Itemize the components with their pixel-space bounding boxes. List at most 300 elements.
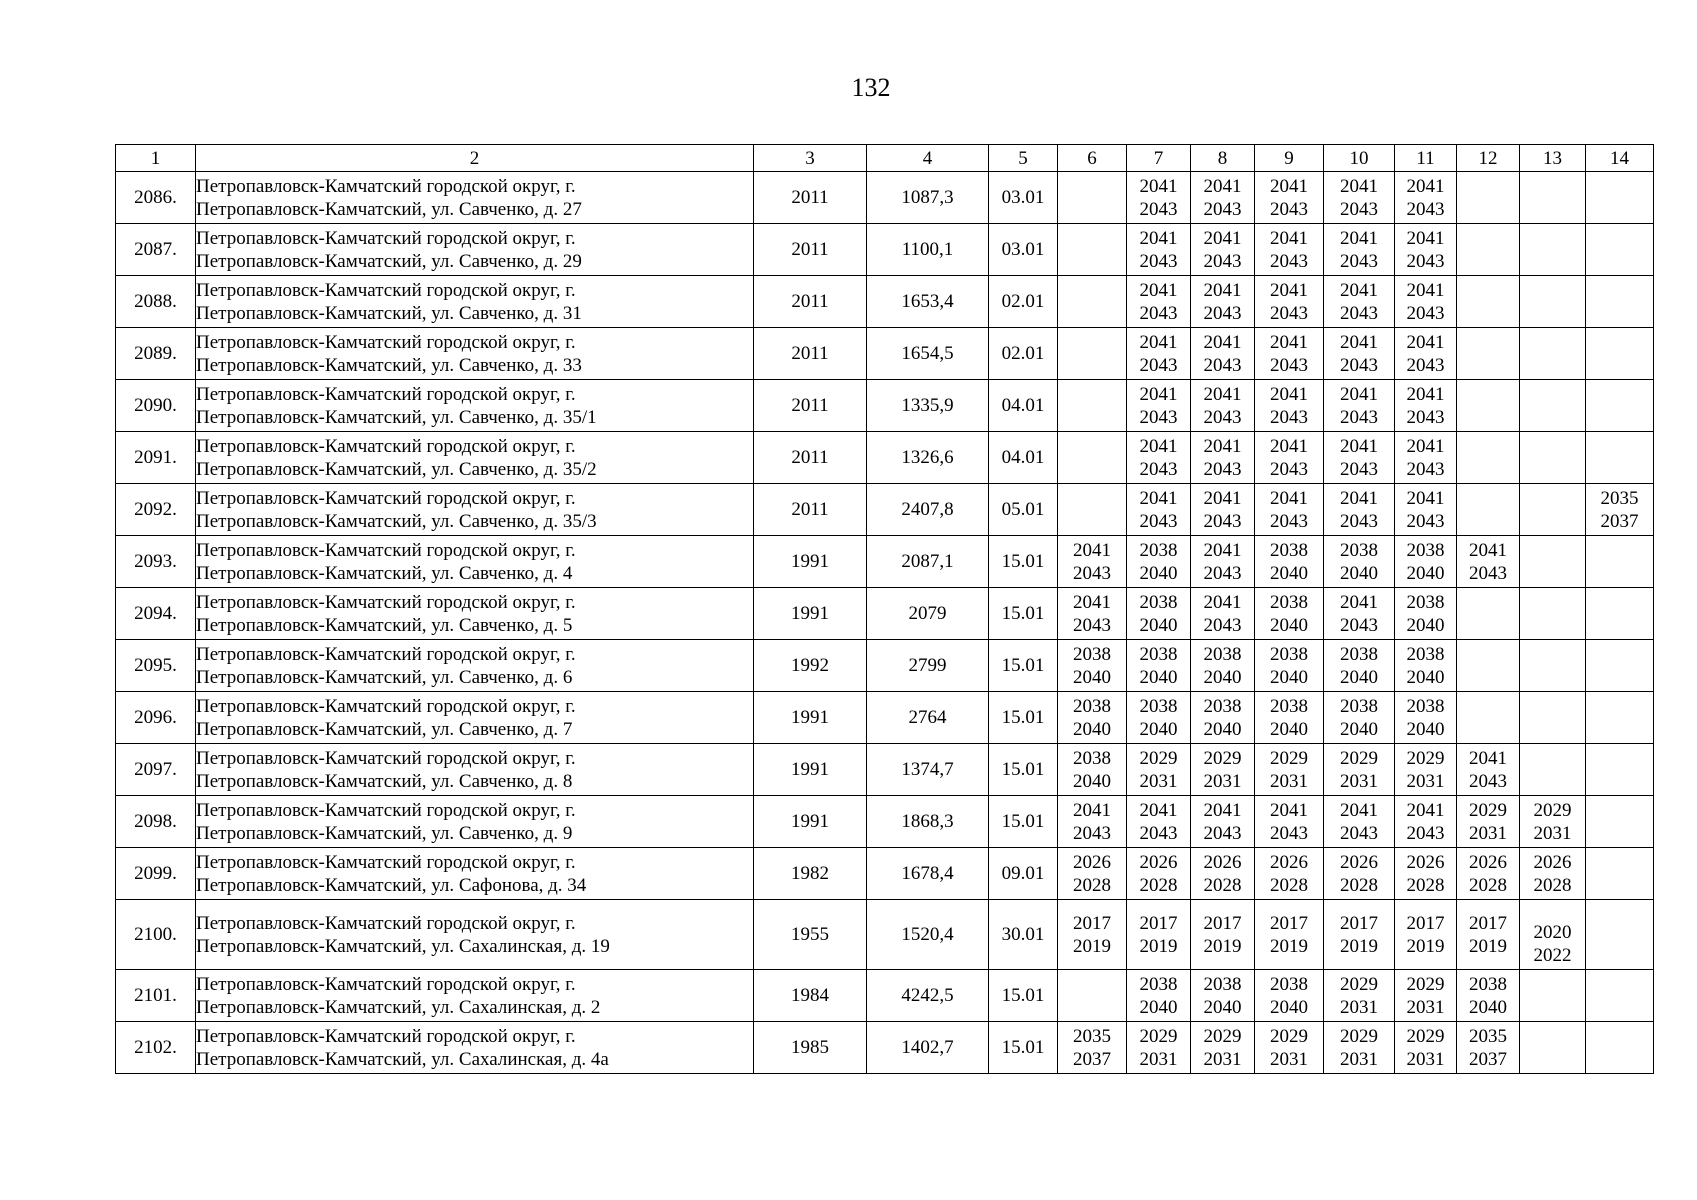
period-cell (1520, 796, 1586, 848)
period-cell (1395, 380, 1457, 432)
period-end-year: 2043 (1270, 354, 1308, 376)
period-end-year: 2040 (1139, 666, 1178, 688)
address-cell (196, 224, 754, 276)
period-end-year: 2043 (1270, 510, 1308, 532)
year-cell: 1991 (754, 536, 867, 588)
period-start-year: 2041 (1340, 227, 1378, 249)
row-number-cell: 2100. (116, 900, 196, 970)
period-cell (1127, 224, 1191, 276)
period-end-year: 2040 (1203, 718, 1242, 740)
period-cell (1191, 1022, 1255, 1074)
period-end-year: 2043 (1340, 250, 1378, 272)
period-end-year: 2019 (1073, 935, 1111, 957)
period-end-year: 2031 (1340, 996, 1378, 1018)
table-row (116, 744, 1654, 796)
period-start-year: 2041 (1270, 279, 1308, 301)
period-cell (1324, 276, 1395, 328)
period-start-year: 2038 (1139, 591, 1178, 613)
period-end-year: 2040 (1469, 996, 1507, 1018)
period-start-year: 2029 (1340, 1025, 1378, 1047)
period-cell (1324, 588, 1395, 640)
row-number-cell: 2094. (116, 588, 196, 640)
address-line: Петропавловск-Камчатский, ул. Савченко, д. 6 (196, 666, 573, 688)
area-cell: 2407,8 (867, 484, 989, 536)
period-start-year: 2017 (1340, 912, 1378, 934)
period-cell (1586, 640, 1654, 692)
period-cell (1127, 172, 1191, 224)
period-cell (1058, 640, 1127, 692)
address-line: Петропавловск-Камчатский городской округ, г. (196, 539, 576, 561)
period-cell (1058, 1022, 1127, 1074)
period-cell (1586, 796, 1654, 848)
address-cell (196, 970, 754, 1022)
column-header: 9 (1255, 145, 1324, 172)
period-end-year: 2043 (1340, 302, 1378, 324)
period-start-year: 2026 (1469, 851, 1507, 873)
period-end-year: 2043 (1203, 302, 1242, 324)
area-cell: 2764 (867, 692, 989, 744)
row-number-cell: 2095. (116, 640, 196, 692)
period-end-year: 2043 (1340, 198, 1378, 220)
period-cell (1191, 328, 1255, 380)
address-line: Петропавловск-Камчатский городской округ, г. (196, 591, 576, 613)
period-end-year: 2043 (1340, 458, 1378, 480)
period-cell (1058, 224, 1127, 276)
period-cell (1058, 692, 1127, 744)
period-start-year: 2038 (1203, 643, 1242, 665)
address-cell (196, 536, 754, 588)
period-end-year: 2043 (1139, 250, 1178, 272)
period-start-year: 2026 (1073, 851, 1111, 873)
period-start-year: 2041 (1340, 331, 1378, 353)
period-end-year: 2040 (1139, 996, 1178, 1018)
code-cell: 15.01 (989, 796, 1058, 848)
period-cell (1586, 536, 1654, 588)
period-cell (1127, 900, 1191, 970)
period-cell (1457, 692, 1520, 744)
period-cell (1191, 276, 1255, 328)
period-end-year: 2043 (1203, 406, 1242, 428)
period-cell (1520, 484, 1586, 536)
column-header: 4 (867, 145, 989, 172)
period-cell (1255, 224, 1324, 276)
column-header: 5 (989, 145, 1058, 172)
period-cell (1127, 380, 1191, 432)
address-cell (196, 796, 754, 848)
period-cell (1395, 588, 1457, 640)
table-row (116, 640, 1654, 692)
period-start-year: 2041 (1406, 435, 1445, 457)
period-cell (1058, 276, 1127, 328)
address-line: Петропавловск-Камчатский, ул. Савченко, д. 35/2 (196, 458, 597, 480)
year-cell: 2011 (754, 432, 867, 484)
period-cell (1520, 432, 1586, 484)
period-end-year: 2031 (1340, 770, 1378, 792)
period-cell (1058, 484, 1127, 536)
address-line: Петропавловск-Камчатский городской округ, г. (196, 851, 576, 873)
period-end-year: 2043 (1203, 198, 1242, 220)
period-cell (1255, 432, 1324, 484)
period-cell (1191, 380, 1255, 432)
period-start-year: 2026 (1203, 851, 1242, 873)
period-start-year: 2041 (1469, 747, 1507, 769)
address-line: Петропавловск-Камчатский, ул. Савченко, д. 31 (196, 302, 582, 324)
address-cell (196, 692, 754, 744)
period-end-year: 2031 (1203, 770, 1242, 792)
address-line: Петропавловск-Камчатский, ул. Савченко, д. 5 (196, 614, 573, 636)
period-start-year: 2038 (1139, 539, 1178, 561)
address-cell (196, 172, 754, 224)
period-end-year: 2043 (1203, 458, 1242, 480)
period-cell (1324, 744, 1395, 796)
period-end-year: 2040 (1270, 614, 1308, 636)
period-end-year: 2040 (1406, 614, 1445, 636)
address-line: Петропавловск-Камчатский городской округ, г. (196, 1025, 576, 1047)
period-cell (1520, 848, 1586, 900)
period-cell (1457, 276, 1520, 328)
period-end-year: 2031 (1406, 770, 1445, 792)
period-end-year: 2040 (1073, 770, 1111, 792)
period-end-year: 2019 (1203, 935, 1242, 957)
area-cell: 2799 (867, 640, 989, 692)
period-cell (1255, 796, 1324, 848)
period-cell (1395, 328, 1457, 380)
code-cell: 30.01 (989, 900, 1058, 970)
period-start-year: 2041 (1139, 435, 1178, 457)
period-cell (1324, 536, 1395, 588)
period-cell (1127, 1022, 1191, 1074)
period-start-year: 2041 (1406, 487, 1445, 509)
period-end-year: 2043 (1406, 250, 1445, 272)
period-cell (1395, 900, 1457, 970)
period-cell (1324, 432, 1395, 484)
period-start-year: 2038 (1139, 643, 1178, 665)
table-row (116, 276, 1654, 328)
period-cell (1255, 276, 1324, 328)
table-row (116, 848, 1654, 900)
period-cell (1058, 796, 1127, 848)
row-number-cell: 2092. (116, 484, 196, 536)
period-start-year: 2029 (1270, 1025, 1308, 1047)
period-start-year: 2038 (1203, 973, 1242, 995)
period-end-year: 2022 (1533, 945, 1572, 966)
period-cell (1127, 744, 1191, 796)
period-end-year: 2043 (1139, 354, 1178, 376)
period-cell (1191, 640, 1255, 692)
period-end-year: 2037 (1469, 1048, 1507, 1070)
period-start-year: 2029 (1469, 799, 1507, 821)
period-start-year: 2041 (1340, 799, 1378, 821)
period-cell (1255, 848, 1324, 900)
period-cell (1586, 588, 1654, 640)
period-end-year: 2040 (1406, 562, 1445, 584)
period-cell (1457, 380, 1520, 432)
period-start-year: 2041 (1270, 227, 1308, 249)
table-row (116, 328, 1654, 380)
period-cell (1324, 172, 1395, 224)
period-end-year: 2043 (1270, 822, 1308, 844)
code-cell: 05.01 (989, 484, 1058, 536)
code-cell: 09.01 (989, 848, 1058, 900)
period-start-year: 2029 (1270, 747, 1308, 769)
row-number-cell: 2093. (116, 536, 196, 588)
period-cell (1457, 796, 1520, 848)
period-end-year: 2040 (1139, 718, 1178, 740)
period-start-year: 2029 (1406, 973, 1445, 995)
address-line: Петропавловск-Камчатский городской округ, г. (196, 487, 576, 509)
period-start-year: 2041 (1139, 487, 1178, 509)
period-end-year: 2028 (1203, 874, 1242, 896)
period-start-year: 2029 (1139, 1025, 1178, 1047)
period-cell (1457, 224, 1520, 276)
register-body (116, 172, 1654, 1074)
address-line: Петропавловск-Камчатский, ул. Савченко, д. 35/3 (196, 510, 597, 532)
period-start-year: 2041 (1340, 279, 1378, 301)
period-cell (1586, 484, 1654, 536)
period-start-year: 2029 (1340, 747, 1378, 769)
period-end-year: 2043 (1469, 770, 1507, 792)
period-cell (1127, 276, 1191, 328)
column-header: 12 (1457, 145, 1520, 172)
period-start-year: 2038 (1270, 973, 1308, 995)
period-start-year: 2038 (1340, 539, 1378, 561)
table-row (116, 970, 1654, 1022)
period-cell (1058, 328, 1127, 380)
period-cell (1127, 692, 1191, 744)
period-cell (1324, 796, 1395, 848)
period-cell (1191, 588, 1255, 640)
period-end-year: 2043 (1406, 302, 1445, 324)
period-start-year: 2041 (1203, 799, 1242, 821)
address-line: Петропавловск-Камчатский, ул. Савченко, д. 33 (196, 354, 582, 376)
period-end-year: 2028 (1469, 874, 1507, 896)
period-start-year: 2026 (1340, 851, 1378, 873)
period-cell (1191, 900, 1255, 970)
period-end-year: 2019 (1340, 935, 1378, 957)
address-cell (196, 640, 754, 692)
period-end-year: 2040 (1139, 614, 1178, 636)
code-cell: 04.01 (989, 432, 1058, 484)
period-cell (1191, 224, 1255, 276)
period-cell (1520, 1022, 1586, 1074)
period-start-year: 2038 (1073, 747, 1111, 769)
period-end-year: 2031 (1469, 822, 1507, 844)
period-cell (1255, 536, 1324, 588)
period-cell (1586, 744, 1654, 796)
row-number-cell: 2102. (116, 1022, 196, 1074)
column-header: 6 (1058, 145, 1127, 172)
period-end-year: 2019 (1270, 935, 1308, 957)
code-cell: 03.01 (989, 172, 1058, 224)
period-end-year: 2040 (1340, 718, 1378, 740)
period-cell (1127, 588, 1191, 640)
period-start-year: 2041 (1340, 591, 1378, 613)
period-end-year: 2043 (1270, 250, 1308, 272)
period-start-year: 2038 (1270, 643, 1308, 665)
period-end-year: 2040 (1139, 562, 1178, 584)
period-start-year: 2041 (1340, 383, 1378, 405)
period-end-year: 2043 (1406, 406, 1445, 428)
period-end-year: 2043 (1340, 510, 1378, 532)
period-start-year: 2041 (1203, 175, 1242, 197)
period-end-year: 2040 (1406, 718, 1445, 740)
period-cell (1586, 172, 1654, 224)
period-start-year: 2041 (1203, 331, 1242, 353)
period-start-year: 2041 (1270, 175, 1308, 197)
period-cell (1457, 588, 1520, 640)
address-cell (196, 588, 754, 640)
column-header: 13 (1520, 145, 1586, 172)
period-cell (1058, 536, 1127, 588)
period-cell (1191, 744, 1255, 796)
address-cell (196, 848, 754, 900)
period-cell (1520, 328, 1586, 380)
period-end-year: 2043 (1139, 406, 1178, 428)
area-cell: 1678,4 (867, 848, 989, 900)
period-end-year: 2043 (1340, 354, 1378, 376)
period-cell (1395, 224, 1457, 276)
period-cell (1191, 970, 1255, 1022)
period-cell (1324, 224, 1395, 276)
period-cell (1058, 172, 1127, 224)
code-cell: 15.01 (989, 692, 1058, 744)
period-cell (1520, 640, 1586, 692)
period-cell (1586, 970, 1654, 1022)
address-line: Петропавловск-Камчатский, ул. Савченко, д. 7 (196, 718, 573, 740)
period-end-year: 2043 (1406, 458, 1445, 480)
period-cell (1586, 1022, 1654, 1074)
row-number-cell: 2086. (116, 172, 196, 224)
housing-register-table (115, 144, 1654, 1074)
period-cell (1457, 432, 1520, 484)
period-cell (1324, 328, 1395, 380)
code-cell: 15.01 (989, 744, 1058, 796)
period-end-year: 2031 (1406, 1048, 1445, 1070)
period-end-year: 2037 (1600, 510, 1639, 532)
address-line: Петропавловск-Камчатский городской округ, г. (196, 912, 576, 934)
period-cell (1520, 744, 1586, 796)
address-line: Петропавловск-Камчатский, ул. Сафонова, д. 34 (196, 874, 587, 896)
period-end-year: 2043 (1406, 822, 1445, 844)
period-start-year: 2041 (1340, 435, 1378, 457)
table-row (116, 172, 1654, 224)
period-end-year: 2040 (1270, 666, 1308, 688)
period-start-year: 2026 (1139, 851, 1178, 873)
year-cell: 2011 (754, 224, 867, 276)
period-end-year: 2031 (1139, 770, 1178, 792)
period-cell (1255, 380, 1324, 432)
period-end-year: 2040 (1406, 666, 1445, 688)
period-end-year: 2043 (1073, 562, 1111, 584)
period-start-year: 2026 (1406, 851, 1445, 873)
area-cell: 1868,3 (867, 796, 989, 848)
period-end-year: 2040 (1073, 718, 1111, 740)
area-cell: 1374,7 (867, 744, 989, 796)
period-cell (1520, 276, 1586, 328)
period-start-year: 2041 (1203, 279, 1242, 301)
address-line: Петропавловск-Камчатский, ул. Савченко, д. 27 (196, 198, 582, 220)
period-cell (1255, 692, 1324, 744)
period-end-year: 2043 (1203, 250, 1242, 272)
table-row (116, 1022, 1654, 1074)
code-cell: 03.01 (989, 224, 1058, 276)
period-cell (1586, 380, 1654, 432)
address-cell (196, 484, 754, 536)
period-start-year: 2038 (1203, 695, 1242, 717)
period-start-year: 2038 (1340, 695, 1378, 717)
period-start-year: 2041 (1406, 227, 1445, 249)
period-end-year: 2040 (1270, 562, 1308, 584)
period-cell (1520, 536, 1586, 588)
period-start-year: 2017 (1469, 912, 1507, 934)
address-line: Петропавловск-Камчатский, ул. Сахалинская, д. 4а (196, 1048, 609, 1070)
period-cell (1457, 172, 1520, 224)
address-line: Петропавловск-Камчатский, ул. Сахалинская, д. 2 (196, 996, 601, 1018)
period-cell (1457, 536, 1520, 588)
period-cell (1395, 276, 1457, 328)
period-start-year: 2020 (1533, 922, 1572, 943)
period-start-year: 2035 (1469, 1025, 1507, 1047)
period-cell (1127, 484, 1191, 536)
period-cell (1457, 970, 1520, 1022)
period-end-year: 2043 (1203, 614, 1242, 636)
address-line: Петропавловск-Камчатский, ул. Савченко, д. 35/1 (196, 406, 597, 428)
year-cell: 2011 (754, 484, 867, 536)
period-cell (1324, 380, 1395, 432)
period-end-year: 2040 (1203, 996, 1242, 1018)
period-cell (1058, 900, 1127, 970)
code-cell: 15.01 (989, 970, 1058, 1022)
area-cell: 1326,6 (867, 432, 989, 484)
year-cell: 1992 (754, 640, 867, 692)
row-number-cell: 2101. (116, 970, 196, 1022)
table-row (116, 796, 1654, 848)
address-line: Петропавловск-Камчатский городской округ, г. (196, 643, 576, 665)
address-line: Петропавловск-Камчатский, ул. Савченко, д. 8 (196, 770, 573, 792)
period-start-year: 2041 (1406, 331, 1445, 353)
period-start-year: 2041 (1203, 591, 1242, 613)
period-start-year: 2038 (1406, 591, 1445, 613)
period-end-year: 2043 (1406, 510, 1445, 532)
address-line: Петропавловск-Камчатский, ул. Савченко, д. 29 (196, 250, 582, 272)
period-start-year: 2038 (1139, 695, 1178, 717)
year-cell: 2011 (754, 380, 867, 432)
year-cell: 1991 (754, 692, 867, 744)
period-end-year: 2043 (1270, 406, 1308, 428)
period-end-year: 2043 (1139, 822, 1178, 844)
period-start-year: 2041 (1073, 799, 1111, 821)
period-cell (1127, 970, 1191, 1022)
row-number-cell: 2096. (116, 692, 196, 744)
table-row (116, 536, 1654, 588)
period-start-year: 2035 (1073, 1025, 1111, 1047)
period-end-year: 2031 (1270, 770, 1308, 792)
period-cell (1395, 692, 1457, 744)
address-line: Петропавловск-Камчатский городской округ, г. (196, 331, 576, 353)
period-end-year: 2043 (1270, 458, 1308, 480)
period-cell (1457, 328, 1520, 380)
period-cell (1395, 432, 1457, 484)
period-cell (1191, 432, 1255, 484)
period-cell (1457, 744, 1520, 796)
period-cell (1127, 328, 1191, 380)
code-cell: 15.01 (989, 640, 1058, 692)
period-start-year: 2029 (1406, 747, 1445, 769)
period-cell (1058, 744, 1127, 796)
period-end-year: 2031 (1270, 1048, 1308, 1070)
period-cell (1324, 484, 1395, 536)
year-cell: 1991 (754, 744, 867, 796)
